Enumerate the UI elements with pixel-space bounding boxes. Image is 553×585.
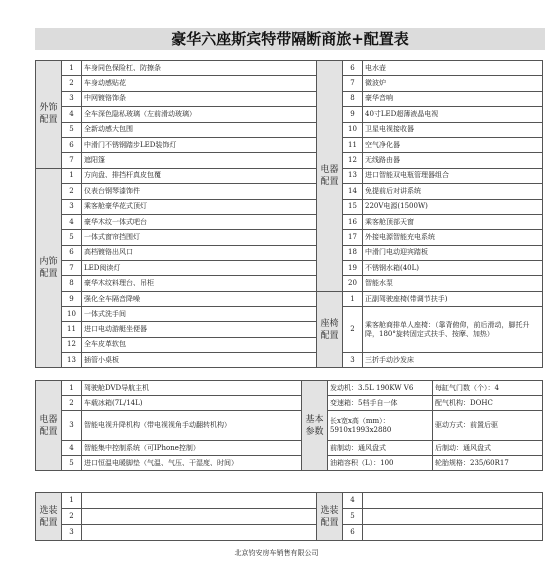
item-number: 5 xyxy=(62,456,82,471)
item-text: 车身动感贴花 xyxy=(82,76,317,91)
item-text: 车载冰箱(7L/14L) xyxy=(82,396,302,411)
config-row xyxy=(36,153,543,168)
section-electrical: 电器配置 xyxy=(36,381,62,471)
item-number: 9 xyxy=(62,291,82,306)
item-number: 19 xyxy=(343,261,363,276)
spec-row xyxy=(36,456,543,471)
item-number: 18 xyxy=(343,245,363,260)
item-text: 正副驾驶座椅(带调节扶手) xyxy=(363,291,543,306)
item-text: 全车深色隐私玻璃（左前滑动玻璃） xyxy=(82,107,317,122)
config-row xyxy=(36,61,543,76)
config-row xyxy=(36,137,543,152)
item-text: 智能集中控制系统（可IPhone控制） xyxy=(82,441,302,456)
item-text: 三折手动沙发床 xyxy=(363,353,543,368)
item-text: 豪华音响 xyxy=(363,91,543,106)
item-text: 无线路由器 xyxy=(363,153,543,168)
item-text: 豪华木纹料理台、吊柜 xyxy=(82,276,317,291)
item-text: 中滑门不锈钢踏步LED装饰灯 xyxy=(82,137,317,152)
item-number: 15 xyxy=(343,199,363,214)
item-number: 7 xyxy=(62,153,82,168)
item-number: 4 xyxy=(62,107,82,122)
item-number: 6 xyxy=(62,245,82,260)
spec-dimensions xyxy=(328,411,433,441)
section-options-right: 选装配置 xyxy=(317,493,343,541)
item-number: 4 xyxy=(62,214,82,229)
item-number: 2 xyxy=(62,509,82,525)
config-row xyxy=(36,307,543,322)
item-number: 5 xyxy=(62,230,82,245)
item-text: 进口智能双电瓶管理器组合 xyxy=(363,168,543,183)
item-text: 驾驶舱DVD导航主机 xyxy=(82,381,302,396)
item-text: 乘客舱商排单人座椅：（靠背俯仰，前后滑动，脚托升降，180°旋转固定式扶手、按摩、加热） xyxy=(363,307,543,353)
config-row xyxy=(36,199,543,214)
item-number: 7 xyxy=(343,76,363,91)
item-number: 1 xyxy=(62,61,82,76)
document-title: 豪华六座斯宾特带隔断商旅+配置表 xyxy=(35,28,545,50)
spec-value: 驱动方式：前置后驱 xyxy=(433,411,543,441)
item-number: 11 xyxy=(343,137,363,152)
item-text: 中网镀铬饰条 xyxy=(82,91,317,106)
spec-value: 前制动：通风盘式 xyxy=(328,441,433,456)
options-table xyxy=(35,492,543,541)
item-number: 1 xyxy=(62,493,82,509)
spec-value: 轮胎规格：235/60R17 xyxy=(433,456,543,471)
spec-value: 油箱容积（L）：100 xyxy=(328,456,433,471)
section-electrical: 电器配置 xyxy=(317,61,343,292)
item-number: 2 xyxy=(62,184,82,199)
item-number: 13 xyxy=(62,353,82,368)
item-text: 不锈钢水箱(40L) xyxy=(363,261,543,276)
item-number: 13 xyxy=(343,168,363,183)
item-text: 插管小桌板 xyxy=(82,353,317,368)
item-text: 卫星电视接收器 xyxy=(363,122,543,137)
dimensions-value: 5910x1993x2880 xyxy=(330,425,392,434)
section-seat: 座椅配置 xyxy=(317,291,343,368)
option-blank xyxy=(363,509,543,525)
config-row xyxy=(36,245,543,260)
item-number: 9 xyxy=(343,107,363,122)
config-row xyxy=(36,214,543,229)
item-number: 20 xyxy=(343,276,363,291)
config-row xyxy=(36,291,543,306)
spec-value: 发动机：3.5L 190KW V6 xyxy=(328,381,433,396)
config-row xyxy=(36,353,543,368)
item-text: 中滑门电动迎宾踏板 xyxy=(363,245,543,260)
main-config-table xyxy=(35,60,543,368)
config-row xyxy=(36,91,543,106)
spec-row xyxy=(36,381,543,396)
item-number: 8 xyxy=(343,91,363,106)
config-row xyxy=(36,184,543,199)
item-text: 微波炉 xyxy=(363,76,543,91)
section-options-left: 选装配置 xyxy=(36,493,62,541)
config-row xyxy=(36,122,543,137)
config-row xyxy=(36,76,543,91)
item-number: 3 xyxy=(62,411,82,441)
option-blank xyxy=(363,493,543,509)
spec-row xyxy=(36,411,543,441)
company-footer: 北京钧安房车销售有限公司 xyxy=(234,549,319,557)
item-number: 6 xyxy=(343,525,363,541)
item-text: 一体式窗帘挡围灯 xyxy=(82,230,317,245)
item-number: 17 xyxy=(343,230,363,245)
item-number: 2 xyxy=(62,396,82,411)
item-number: 6 xyxy=(62,137,82,152)
item-number: 3 xyxy=(62,91,82,106)
item-text: 高档镀铬出风口 xyxy=(82,245,317,260)
item-text: 强化全车隔音降噪 xyxy=(82,291,317,306)
item-number: 16 xyxy=(343,214,363,229)
item-number: 2 xyxy=(62,76,82,91)
item-text: 40寸LED超薄液晶电视 xyxy=(363,107,543,122)
item-text: 豪华木纹一体式吧台 xyxy=(82,214,317,229)
item-text: 外接电源智能充电系统 xyxy=(363,230,543,245)
option-blank xyxy=(82,509,317,525)
item-number: 6 xyxy=(343,61,363,76)
item-text: 智能电视升降机构（带电视视角手动翻转机构） xyxy=(82,411,302,441)
item-text: 进口电动游艇坐便器 xyxy=(82,322,317,337)
item-number: 4 xyxy=(343,493,363,509)
item-text: 一体式洗手间 xyxy=(82,307,317,322)
item-text: 空气净化器 xyxy=(363,137,543,152)
item-text: 全新动感大包围 xyxy=(82,122,317,137)
item-number: 10 xyxy=(62,307,82,322)
item-number: 14 xyxy=(343,184,363,199)
item-text: 方向盘、排挡杆真皮包覆 xyxy=(82,168,317,183)
option-row xyxy=(36,525,543,541)
config-row xyxy=(36,261,543,276)
item-text: 智能水泵 xyxy=(363,276,543,291)
spec-value: 后制动：通风盘式 xyxy=(433,441,543,456)
item-number: 1 xyxy=(343,291,363,306)
item-number: 3 xyxy=(62,525,82,541)
item-number: 11 xyxy=(62,322,82,337)
option-row xyxy=(36,493,543,509)
item-number: 4 xyxy=(62,441,82,456)
spec-row xyxy=(36,441,543,456)
spec-value: 每缸气门数（个）：4 xyxy=(433,381,543,396)
item-text: 仪表台钢琴漆饰件 xyxy=(82,184,317,199)
item-text: 全车皮革软包 xyxy=(82,337,317,352)
item-number: 3 xyxy=(343,353,363,368)
spec-value: 配气机构：DOHC xyxy=(433,396,543,411)
item-number: 3 xyxy=(62,199,82,214)
option-blank xyxy=(82,493,317,509)
dimensions-label: 长x宽x高（mm）： xyxy=(330,416,390,425)
item-number: 2 xyxy=(343,307,363,353)
config-row xyxy=(36,230,543,245)
item-text: LED阅读灯 xyxy=(82,261,317,276)
config-row xyxy=(36,276,543,291)
section-exterior: 外饰配置 xyxy=(36,61,62,169)
item-number: 7 xyxy=(62,261,82,276)
item-number: 1 xyxy=(62,168,82,183)
option-blank xyxy=(363,525,543,541)
item-text: 遮阳篷 xyxy=(82,153,317,168)
section-interior: 内饰配置 xyxy=(36,168,62,368)
item-number: 10 xyxy=(343,122,363,137)
item-number: 5 xyxy=(62,122,82,137)
item-number: 1 xyxy=(62,381,82,396)
item-text: 电水壶 xyxy=(363,61,543,76)
spec-row xyxy=(36,396,543,411)
item-text: 免提前后对讲系统 xyxy=(363,184,543,199)
item-number: 12 xyxy=(343,153,363,168)
item-text: 进口恒温电暖脚垫（气温、气压、干湿度、时间） xyxy=(82,456,302,471)
item-number: 12 xyxy=(62,337,82,352)
item-text: 乘客舱豪华花式顶灯 xyxy=(82,199,317,214)
section-basic-params: 基本参数 xyxy=(302,381,328,471)
item-number: 5 xyxy=(343,509,363,525)
item-text: 220V电源(1500W) xyxy=(363,199,543,214)
item-text: 乘客舱顶部天窗 xyxy=(363,214,543,229)
item-number: 8 xyxy=(62,276,82,291)
spec-table xyxy=(35,380,543,471)
item-text: 车身同色保险杠、防擦条 xyxy=(82,61,317,76)
config-row xyxy=(36,107,543,122)
option-row xyxy=(36,509,543,525)
config-row xyxy=(36,168,543,183)
spec-value: 变速箱：5档手自一体 xyxy=(328,396,433,411)
option-blank xyxy=(82,525,317,541)
